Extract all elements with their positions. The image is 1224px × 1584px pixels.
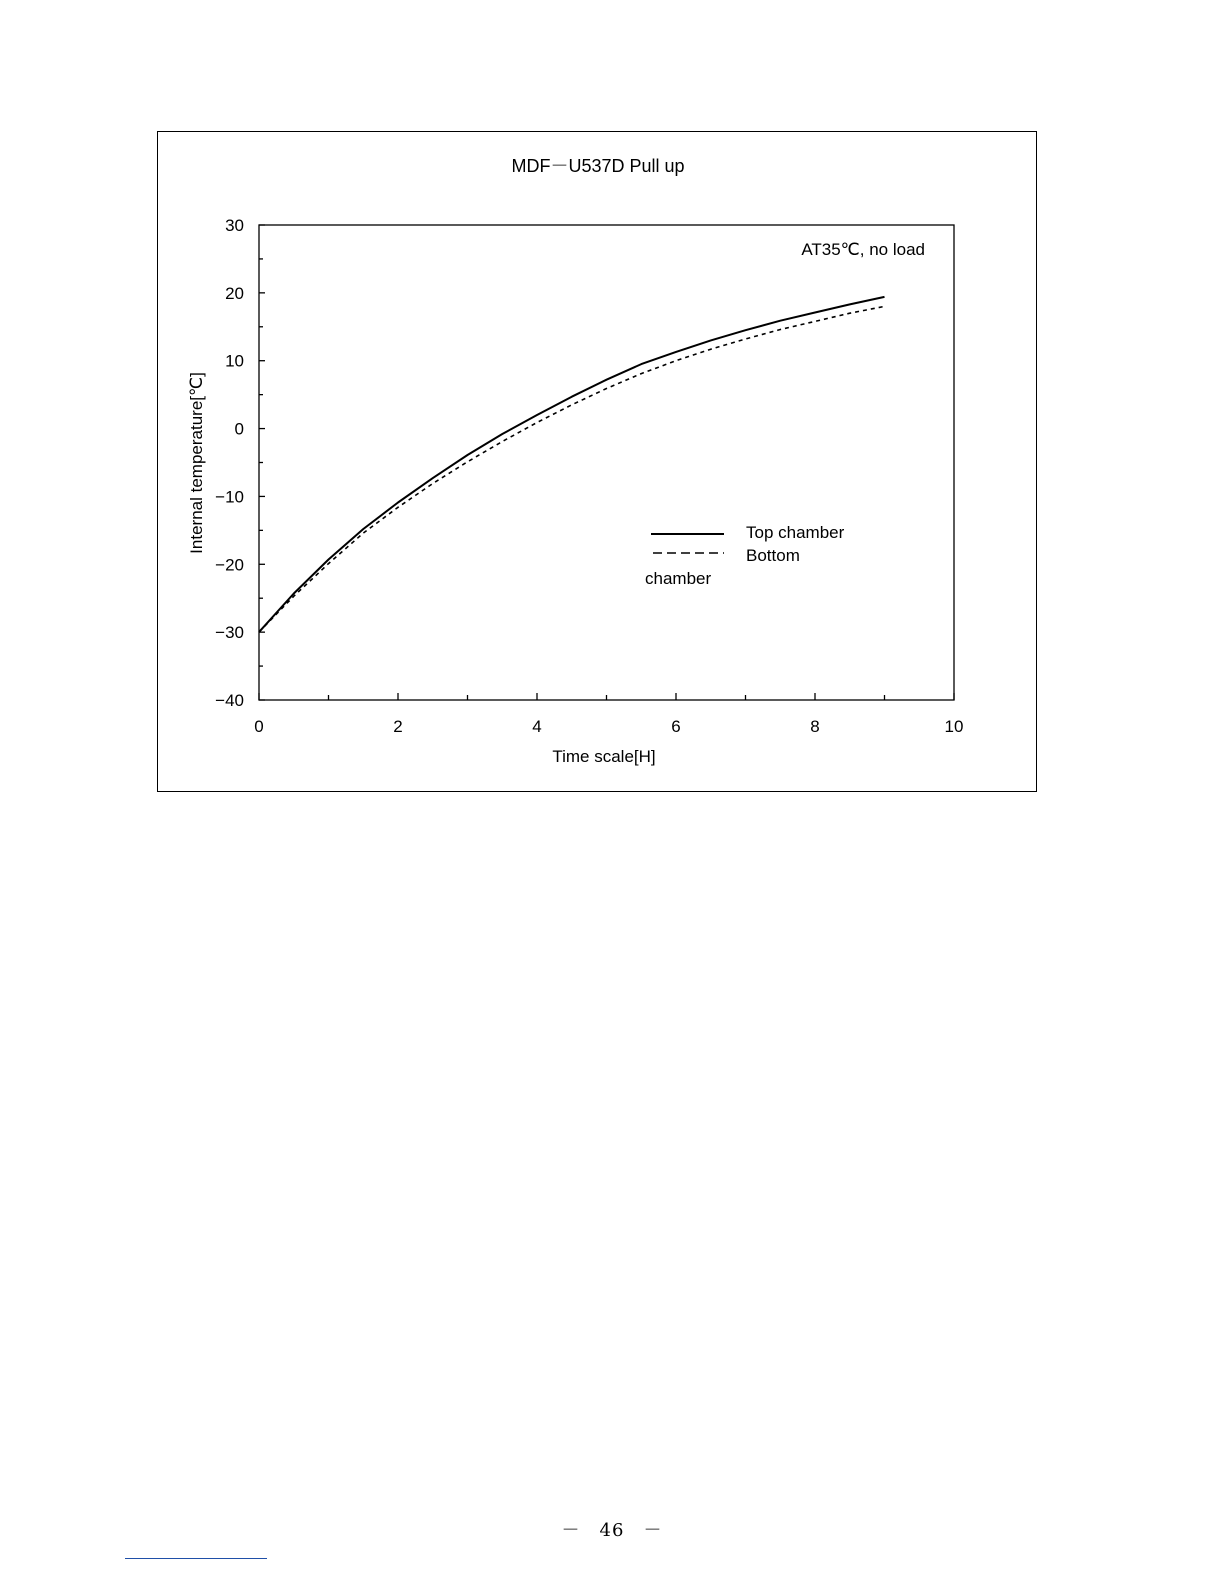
y-tick-label: −10 bbox=[215, 487, 244, 507]
y-tick-label: 30 bbox=[225, 216, 244, 235]
series-line-top-chamber bbox=[259, 297, 885, 632]
y-tick-label: 20 bbox=[225, 283, 244, 303]
legend-label-chamber: chamber bbox=[645, 569, 712, 588]
y-tick-label: −30 bbox=[215, 623, 244, 643]
x-tick-label: 10 bbox=[944, 717, 964, 736]
x-axis-label: Time scale[H] bbox=[552, 747, 656, 766]
series-group bbox=[259, 297, 885, 632]
axes-group bbox=[215, 216, 963, 736]
legend-label-top-chamber: Top chamber bbox=[746, 523, 845, 542]
x-tick-label: 8 bbox=[810, 717, 820, 736]
page-number: － 46 － bbox=[561, 1520, 663, 1541]
legend-label-bottom: Bottom bbox=[746, 546, 800, 565]
plot-area bbox=[259, 225, 954, 700]
x-tick-label: 6 bbox=[671, 717, 681, 736]
chart-frame bbox=[157, 131, 1037, 792]
x-tick-label: 2 bbox=[393, 717, 403, 736]
chart-svg bbox=[158, 132, 1038, 793]
y-tick-label: −20 bbox=[215, 555, 244, 575]
y-tick-label: −40 bbox=[215, 691, 244, 710]
chart-annotation: AT35℃, no load bbox=[801, 240, 925, 259]
x-tick-label: 0 bbox=[254, 717, 264, 736]
footnote-rule bbox=[125, 1558, 267, 1559]
legend bbox=[645, 523, 845, 588]
series-line-bottom-chamber bbox=[259, 306, 885, 632]
y-tick-label: 0 bbox=[234, 419, 244, 439]
chart-title: MDF－U537D Pull up bbox=[511, 156, 685, 176]
y-axis-label: Internal temperature[℃] bbox=[187, 372, 206, 554]
y-tick-label: 10 bbox=[225, 351, 244, 371]
x-tick-label: 4 bbox=[532, 717, 542, 736]
